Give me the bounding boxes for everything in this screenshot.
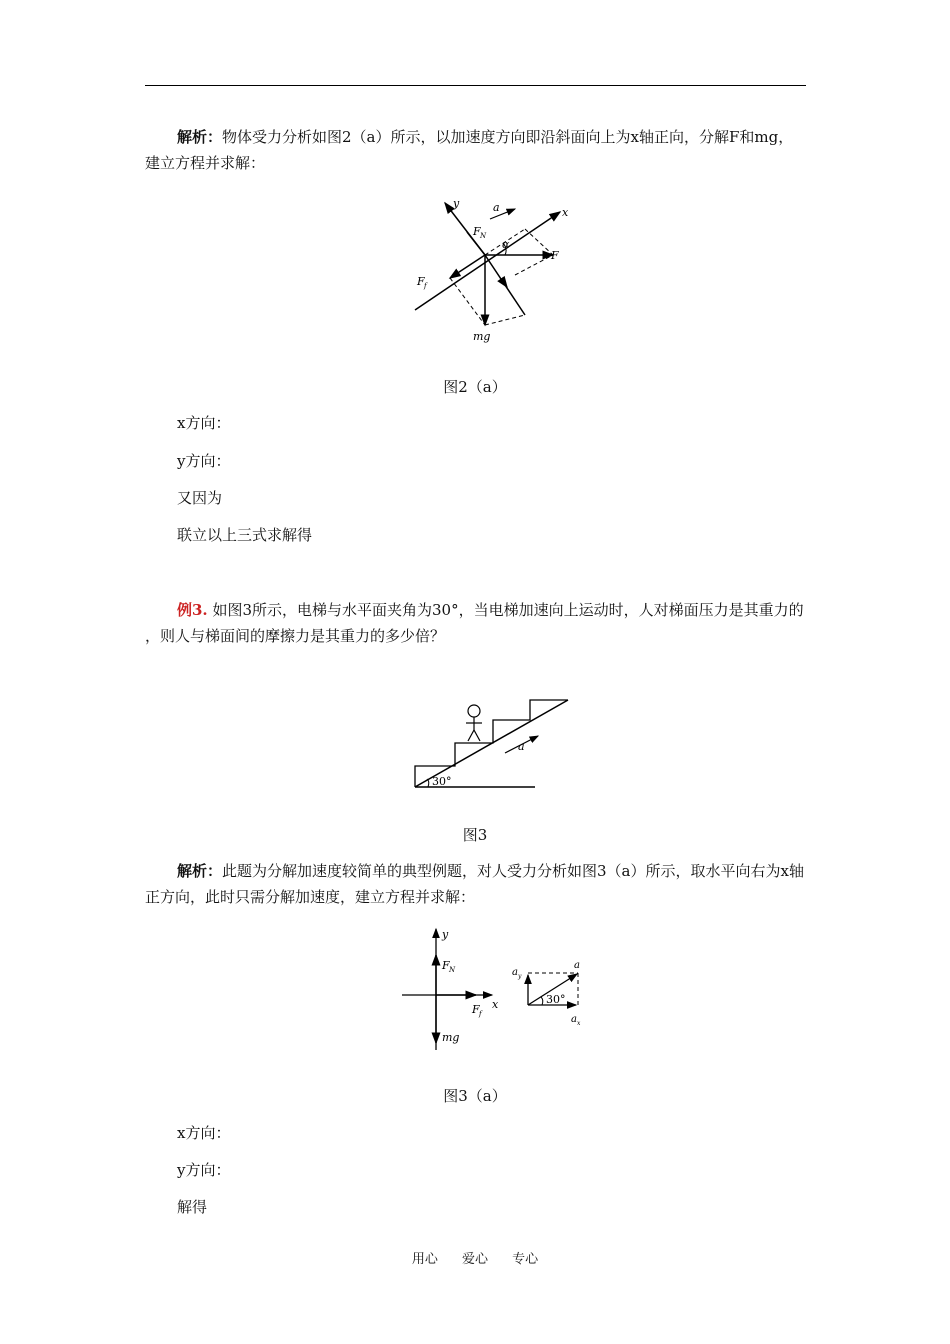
figure-3-caption: 图3: [462, 826, 488, 844]
line-y-direction-1: y方向：: [177, 452, 231, 470]
fig2a-fn-label: F: [473, 225, 481, 238]
line-solution: 解得: [177, 1198, 208, 1216]
fig3a-fn-sub: N: [449, 966, 456, 974]
figure-3a-caption: 图3（a）: [443, 1087, 507, 1105]
example-3-label: 例3.: [177, 601, 208, 619]
fig2a-x-label: x: [562, 206, 569, 219]
fig3a-ax-label: a: [571, 1014, 577, 1025]
figure-2a-diagram: [405, 195, 605, 345]
fig3-angle-label: 30°: [432, 775, 452, 788]
fig2a-ff-sub: f: [424, 282, 427, 290]
fig3a-angle-label: 30°: [546, 993, 566, 1006]
fig3a-a-label: a: [574, 960, 580, 971]
fig3a-y-label: y: [442, 928, 449, 941]
page-footer: 用心 爱心 专心: [411, 1252, 539, 1267]
fig3a-x-label: x: [492, 998, 499, 1011]
fig2a-a-label: a: [493, 201, 500, 214]
analysis-text-2: 此题为分解加速度较简单的典型例题，对人受力分析如图3（a）所示，取水平向右为x轴正方向，此时只需分解加速度，建立方程并求解：: [145, 862, 804, 906]
fig2a-y-label: y: [453, 197, 460, 210]
line-x-direction-2: x方向：: [177, 1124, 231, 1142]
analysis-paragraph-2: [145, 858, 807, 910]
fig3a-ff-sub: f: [479, 1010, 482, 1018]
analysis-paragraph-1: [145, 124, 807, 176]
fig2a-ff-label: F: [417, 275, 425, 288]
fig3a-ax-sub: x: [577, 1020, 581, 1027]
example-3-paragraph: [145, 597, 807, 649]
fig3a-fn-label: F: [442, 959, 450, 972]
header-rule: [145, 85, 806, 86]
analysis-label: 解析：: [177, 128, 223, 146]
line-y-direction-2: y方向：: [177, 1161, 231, 1179]
figure-3a-diagram: [400, 925, 590, 1055]
fig3a-mg-label: mg: [442, 1031, 460, 1044]
analysis-text: 物体受力分析如图2（a）所示，以加速度方向即沿斜面向上为x轴正向，分解F和mg，建立方程并求解：: [145, 128, 794, 172]
fig3a-ay-label: a: [512, 967, 518, 978]
line-x-direction-1: x方向：: [177, 414, 231, 432]
figure-2a-caption: 图2（a）: [443, 378, 507, 396]
fig2a-f-label: F: [551, 249, 559, 262]
line-combine-solve: 联立以上三式求解得: [177, 526, 313, 544]
example-3-text: 如图3所示，电梯与水平面夹角为30°，当电梯加速向上运动时，人对梯面压力是其重力的 ，则人与梯面间的摩擦力是其重力的多少倍？: [145, 601, 804, 645]
line-also-because: 又因为: [177, 489, 223, 507]
figure-3-diagram: [410, 698, 570, 793]
analysis-label-2: 解析：: [177, 862, 223, 880]
fig2a-mg-label: mg: [473, 330, 491, 343]
fig2a-alpha-label: α: [502, 238, 510, 251]
fig3a-ay-sub: y: [518, 973, 522, 980]
fig3-a-label: a: [518, 740, 525, 753]
fig2a-fn-sub: N: [480, 232, 487, 240]
fig3a-ff-label: F: [472, 1003, 480, 1016]
